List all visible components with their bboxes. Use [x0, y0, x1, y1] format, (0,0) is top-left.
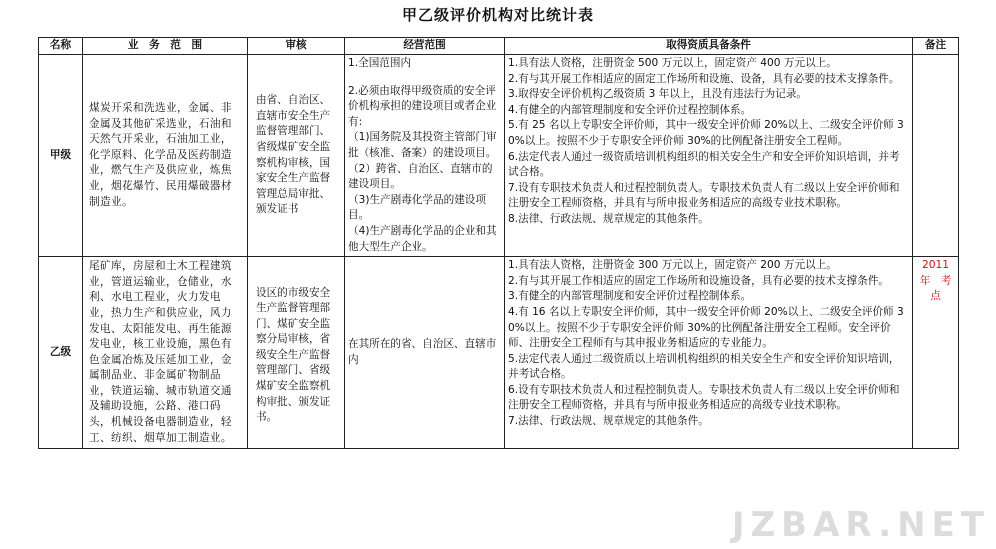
- note-text: 年 考: [919, 274, 952, 287]
- business-cell: [345, 55, 505, 257]
- condition-item: 4.有健全的内部管理制度和安全评价过程控制体系。: [508, 103, 752, 116]
- scope-cell: 尾矿库，房屋和土木工程建筑业，管道运输业，仓储业，水利、水电工程业，火力发电业，热力生产和供应业，风力发电、太阳能发电、再生能源发电业，核工业设施，黑色有色金属冶炼及压延加工业，金属制品业、非金属矿物制品业，铁道运输、城市轨道交通及辅助设施，公路、港口码头，机械设备电器制造业，轻工、纺织、烟草加工制造业。: [83, 257, 248, 449]
- condition-item: 7.法律、行政法规、规章规定的其他条件。: [508, 415, 709, 428]
- condition-item: 3.取得安全评价机构乙级资质 3 年以上，且没有违法行为记录。: [508, 88, 808, 101]
- condition-item: 5.有 25 名以上专职安全评价师，其中一级安全评价师 20%以上、二级安全评价师 30%以上。按照不少于专职安全评价师 30%的比例配备注册安全工程师。: [508, 119, 904, 147]
- condition-item: 1.具有法人资格，注册资金 500 万元以上，固定资产 400 万元以上。: [508, 57, 837, 69]
- business-cell: [345, 257, 505, 449]
- note-text: 点: [930, 290, 941, 303]
- note-text: 2011: [922, 259, 949, 272]
- business-item: 1.全国范围内: [348, 57, 412, 69]
- conditions-cell: [505, 55, 913, 257]
- header-scope: 业 务 范 围: [83, 38, 248, 55]
- review-cell: 设区的市级安全生产监督管理部门、煤矿安全监察分局审核，省级安全生产监督管理部门、省级煤矿安全监察机构审批、颁发证书。: [248, 257, 345, 449]
- header-name: 名称: [39, 38, 83, 55]
- note-cell: [913, 55, 959, 257]
- condition-item: 2.有与其开展工作相适应的固定工作场所和设施设备，具有必要的技术支撑条件。: [508, 274, 889, 287]
- header-business: 经营范围: [345, 38, 505, 55]
- condition-item: 6.设有专职技术负责人和过程控制负责人。专职技术负责人有二级以上安全评价师和注册安全工程师资格，并具有与所申报业务相适应的高级专业技术职称。: [508, 383, 900, 412]
- business-item: 在其所在的省、自治区、直辖市内: [348, 338, 497, 366]
- header-row: [39, 38, 959, 55]
- watermark: JZBAR.NET: [731, 505, 990, 545]
- header-review: 审核: [248, 38, 345, 55]
- page-title: 甲乙级评价机构对比统计表: [401, 6, 594, 24]
- scope-cell: 煤炭开采和洗选业，金属、非金属及其他矿采选业，石油和天然气开采业，石油加工业，化学原料、化学品及医药制造业，燃气生产及供应业，炼焦业，烟花爆竹、民用爆破器材制造业。: [83, 55, 248, 257]
- business-item: （3)生产剧毒化学品的建设项目。: [348, 193, 486, 222]
- header-note: 备注: [913, 38, 959, 55]
- level-cell: 乙级: [39, 257, 83, 449]
- business-item: （2）跨省、自治区、直辖市的建设项目。: [348, 162, 493, 191]
- condition-item: 6.法定代表人通过一级资质培训机构组织的相关安全生产和安全评价知识培训，并考试合格。: [508, 150, 900, 179]
- comparison-table: [38, 37, 959, 449]
- condition-item: 2.有与其开展工作相适应的固定工作场所和设施、设备，具有必要的技术支撑条件。: [508, 72, 900, 85]
- table-row: [39, 257, 959, 449]
- condition-item: 3.有健全的内部管理制度和安全评价过程控制体系。: [508, 290, 752, 303]
- business-item: 2.必须由取得甲级资质的安全评价机构承担的建设项目或者企业有:: [348, 84, 497, 128]
- table-row: [39, 55, 959, 257]
- business-item: （1)国务院及其投资主管部门审批（核准、备案）的建设项目。: [348, 131, 497, 159]
- condition-item: 5.法定代表人通过二级资质以上培训机构组织的相关安全生产和安全评价知识培训，并考试合格。: [508, 352, 900, 381]
- business-item: （4)生产剧毒化学品的企业和其他大型生产企业。: [348, 224, 497, 253]
- condition-item: 7.设有专职技术负责人和过程控制负责人。专职技术负责人有二级以上安全评价师和注册安全工程师资格，并具有与所申报业务相适应的高级专业技术职称。: [508, 181, 900, 210]
- condition-item: 1.具有法人资格，注册资金 300 万元以上，固定资产 200 万元以上。: [508, 259, 837, 272]
- level-cell: 甲级: [39, 55, 83, 257]
- condition-item: 4.有 16 名以上专职安全评价师，其中一级安全评价师 20%以上、二级安全评价师 30%以上。按照不少于专职安全评价师 30%的比例配备注册安全工程师。安全评价师、注册安全工程师有与其申报业务相适应的专业能力。: [508, 305, 904, 350]
- note-cell: [913, 257, 959, 449]
- condition-item: 8.法律、行政法规、规章规定的其他条件。: [508, 212, 709, 225]
- review-cell: 由省、自治区、直辖市安全生产监督管理部门、省级煤矿安全监察机构审核，国家安全生产监督管理总局审批、颁发证书: [248, 55, 345, 257]
- conditions-cell: [505, 257, 913, 449]
- header-conditions: 取得资质具备条件: [505, 38, 913, 55]
